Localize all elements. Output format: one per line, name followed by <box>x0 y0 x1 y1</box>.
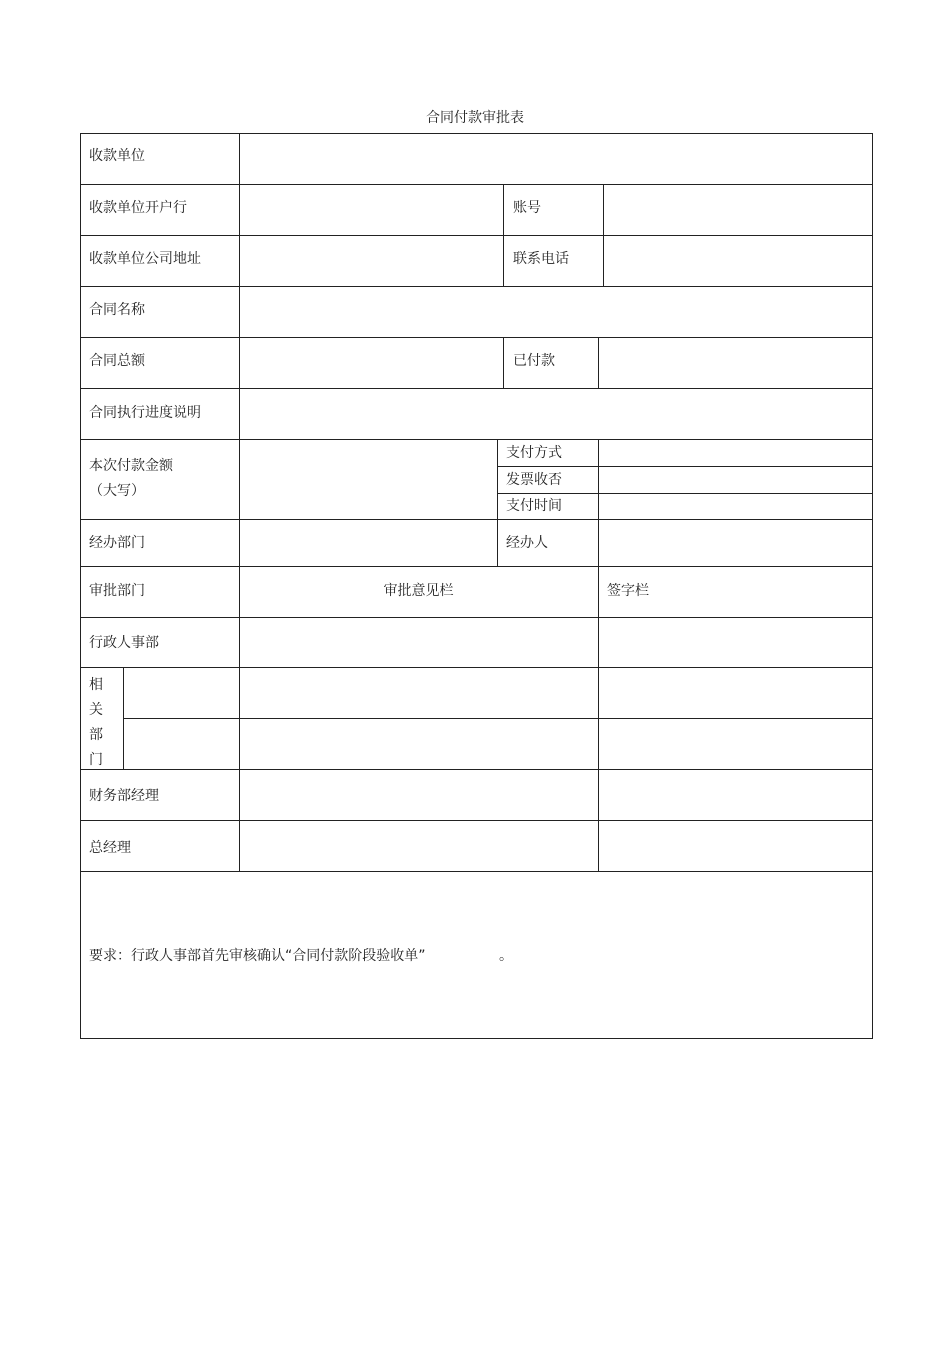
pay-method-label: 支付方式 <box>506 445 562 461</box>
invoice-label: 发票收否 <box>506 472 562 488</box>
phone-label: 联系电话 <box>513 251 569 267</box>
handling-dept-label: 经办部门 <box>89 535 145 551</box>
payee-address-label: 收款单位公司地址 <box>89 251 201 267</box>
related-dept-char: 相 <box>89 677 103 693</box>
column-divider <box>503 337 504 388</box>
related-dept-label <box>89 673 103 773</box>
payee-bank-label: 收款单位开户行 <box>89 200 187 216</box>
requirement-note: 要求：行政人事部首先审核确认“合同付款阶段验收单” <box>89 948 426 964</box>
progress-label: 合同执行进度说明 <box>89 405 201 421</box>
handler-label: 经办人 <box>506 535 548 551</box>
row-divider <box>80 820 873 821</box>
row-divider <box>80 871 873 872</box>
row-divider <box>80 184 873 185</box>
row-divider <box>497 466 873 467</box>
signature-header: 签字栏 <box>607 583 649 599</box>
account-label: 账号 <box>513 200 541 216</box>
related-dept-char: 关 <box>89 702 103 718</box>
column-divider <box>497 439 498 566</box>
row-divider <box>80 617 873 618</box>
approval-opinion-header: 审批意见栏 <box>383 583 454 599</box>
row-divider <box>80 337 873 338</box>
contract-total-label: 合同总额 <box>89 353 145 369</box>
admin-hr-label: 行政人事部 <box>89 635 159 651</box>
column-divider <box>598 566 599 871</box>
column-divider <box>598 439 599 566</box>
contract-name-label: 合同名称 <box>89 302 145 318</box>
related-dept-char: 部 <box>89 727 103 743</box>
pay-time-label: 支付时间 <box>506 498 562 514</box>
row-divider <box>80 439 873 440</box>
amount-label-capital: （大写） <box>89 483 145 499</box>
row-divider <box>497 493 873 494</box>
row-divider <box>80 566 873 567</box>
column-divider <box>503 184 504 286</box>
amount-label: 本次付款金额 <box>89 458 173 474</box>
paid-label: 已付款 <box>513 353 555 369</box>
row-divider <box>123 718 873 719</box>
related-dept-char: 门 <box>89 752 103 768</box>
row-divider <box>80 235 873 236</box>
requirement-note-end: 。 <box>499 948 513 964</box>
approval-dept-header: 审批部门 <box>89 583 145 599</box>
general-manager-label: 总经理 <box>89 840 131 856</box>
row-divider <box>80 388 873 389</box>
column-divider <box>239 133 240 871</box>
row-divider <box>80 286 873 287</box>
column-divider <box>598 337 599 388</box>
column-divider <box>603 184 604 286</box>
row-divider <box>80 667 873 668</box>
form-title: 合同付款审批表 <box>426 110 524 126</box>
row-divider <box>80 519 873 520</box>
finance-manager-label: 财务部经理 <box>89 788 159 804</box>
row-divider <box>80 769 873 770</box>
column-divider <box>123 667 124 769</box>
payee-label: 收款单位 <box>89 148 145 164</box>
